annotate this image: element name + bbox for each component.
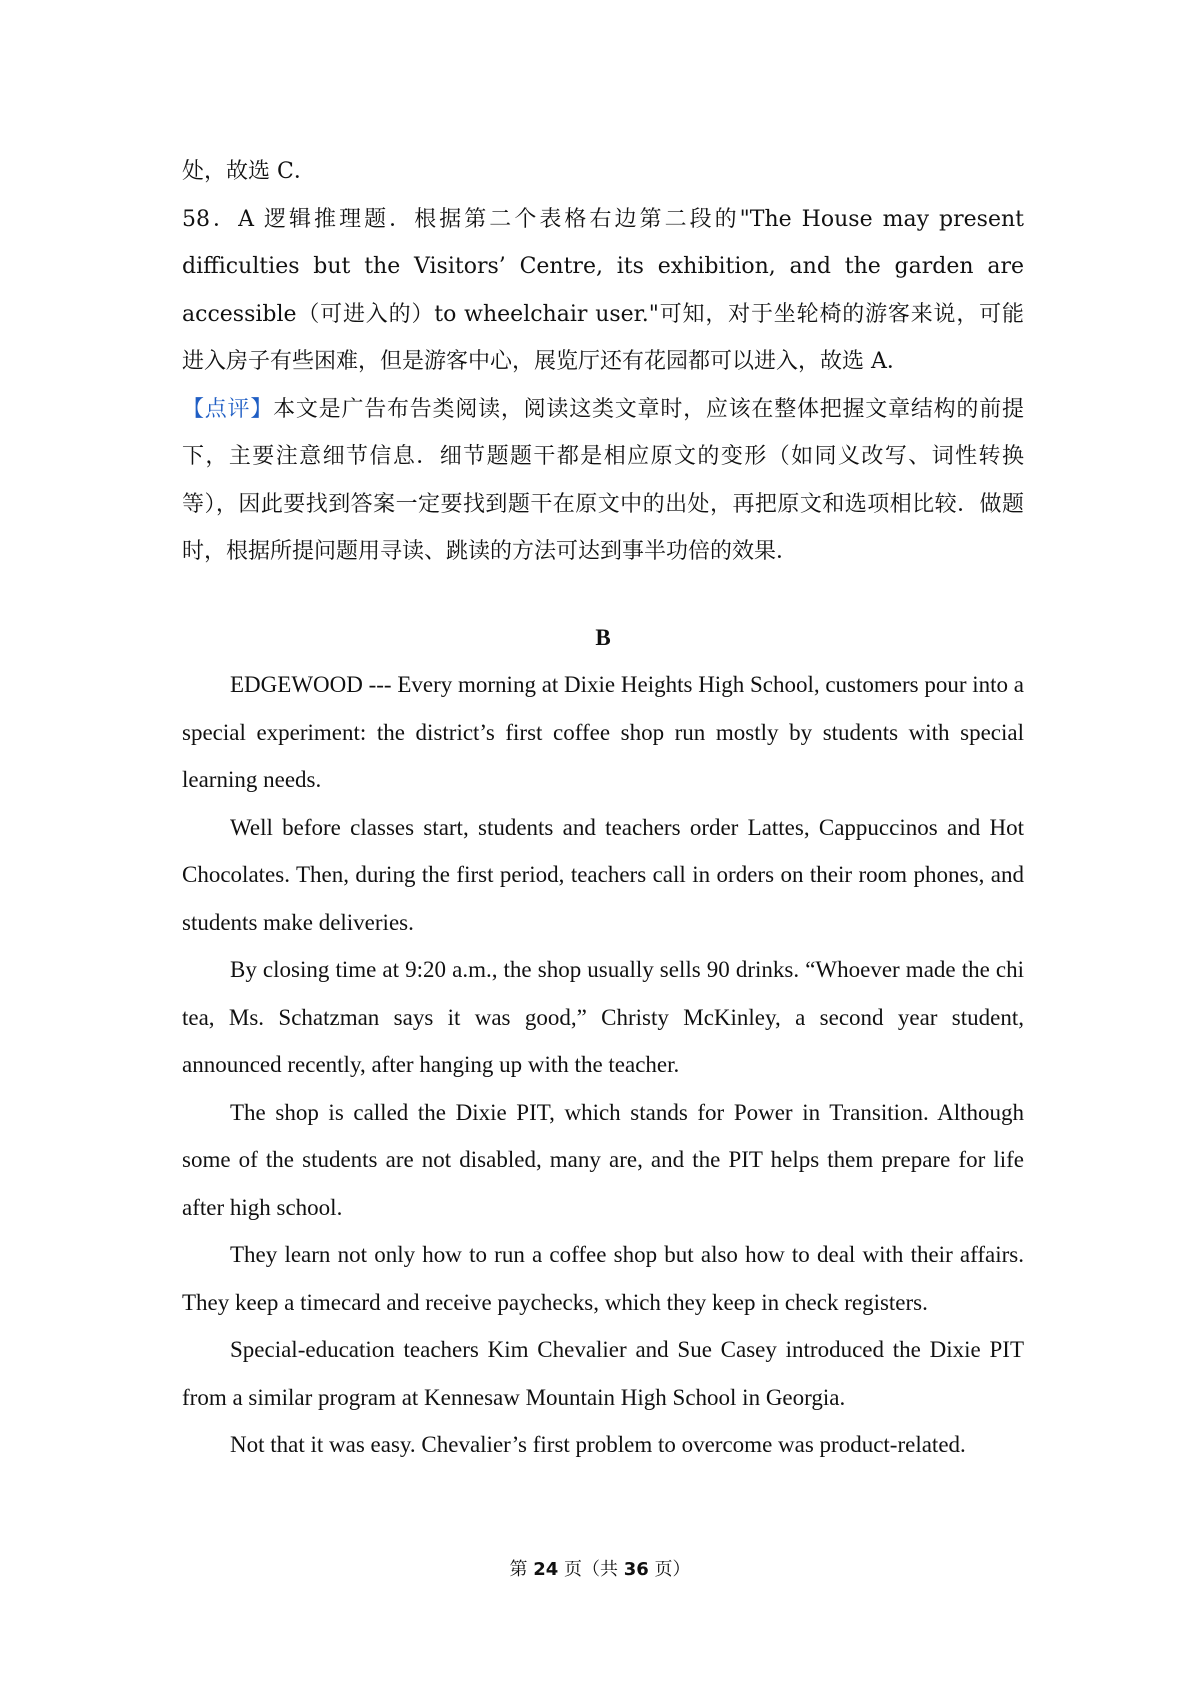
passage-paragraph: Not that it was easy. Chevalier’s first problem to overcome was product-related. [230,1432,966,1457]
page-footer [0,1555,1200,1581]
passage-paragraph: They learn not only how to run a coffee shop but also how to deal with their affairs. They keep a timecard and receive paychecks, which they keep in check registers. [182,1242,1024,1315]
comment-text: 本文是广告布告类阅读，阅读这类文章时，应该在整体把握文章结构的前提下，主要注意细节信息．细节题题干都是相应原文的变形（如同义改写、词性转换等），因此要找到答案一定要找到题干在原文中的出处，再把原文和选项相比较．做题时，根据所提问题用寻读、跳读的方法可达到事半功倍的效果． [182,396,1024,564]
answer-explanation-58: 58．A 逻辑推理题．根据第二个表格右边第二段的"The House may present difficulties but the Visitors’ Centre, its exhibition, and the garden are accessible（可进入的）to wheelchair user."可知，对于坐轮椅的游客来说，可能进入房子有些困难，但是游客中心，展览厅还有花园都可以进入，故选 A． [182,206,1024,374]
footer-middle: 页（共 [564,1559,618,1580]
passage-paragraph: Well before classes start, students and teachers order Lattes, Cappuccinos and Hot Chocolates. Then, during the first period, teachers call in orders on their room phones, and students make deliveries. [182,814,1024,935]
passage-paragraph: EDGEWOOD --- Every morning at Dixie Heights High School, customers pour into a special experiment: the district’s first coffee shop run mostly by students with special learning needs. [182,672,1024,792]
footer-total-pages: 36 [623,1559,649,1580]
footer-prefix: 第 [509,1559,528,1580]
footer-page-number: 24 [533,1559,559,1580]
comment-paragraph [182,386,1024,576]
section-spacer [182,576,1024,614]
footer-suffix: 页） [654,1559,691,1580]
passage-paragraph: By closing time at 9:20 a.m., the shop usually sells 90 drinks. “Whoever made the chi tea, Ms. Schatzman says it was good,” Christy McKinley, a second year student, announced recently, after hanging up with the teacher. [182,957,1024,1077]
passage-paragraph: The shop is called the Dixie PIT, which stands for Power in Transition. Although some of the students are not disabled, many are, and the PIT helps them prepare for life after high school. [182,1099,1024,1220]
passage-paragraph: Special-education teachers Kim Chevalier and Sue Casey introduced the Dixie PIT from a similar program at Kennesaw Mountain High School in Georgia. [182,1337,1024,1410]
answer-explanation-c: 处，故选 C． [182,159,316,184]
document-page [182,148,1024,1469]
comment-label: 【点评】 [182,396,274,422]
section-title: B [595,624,611,650]
